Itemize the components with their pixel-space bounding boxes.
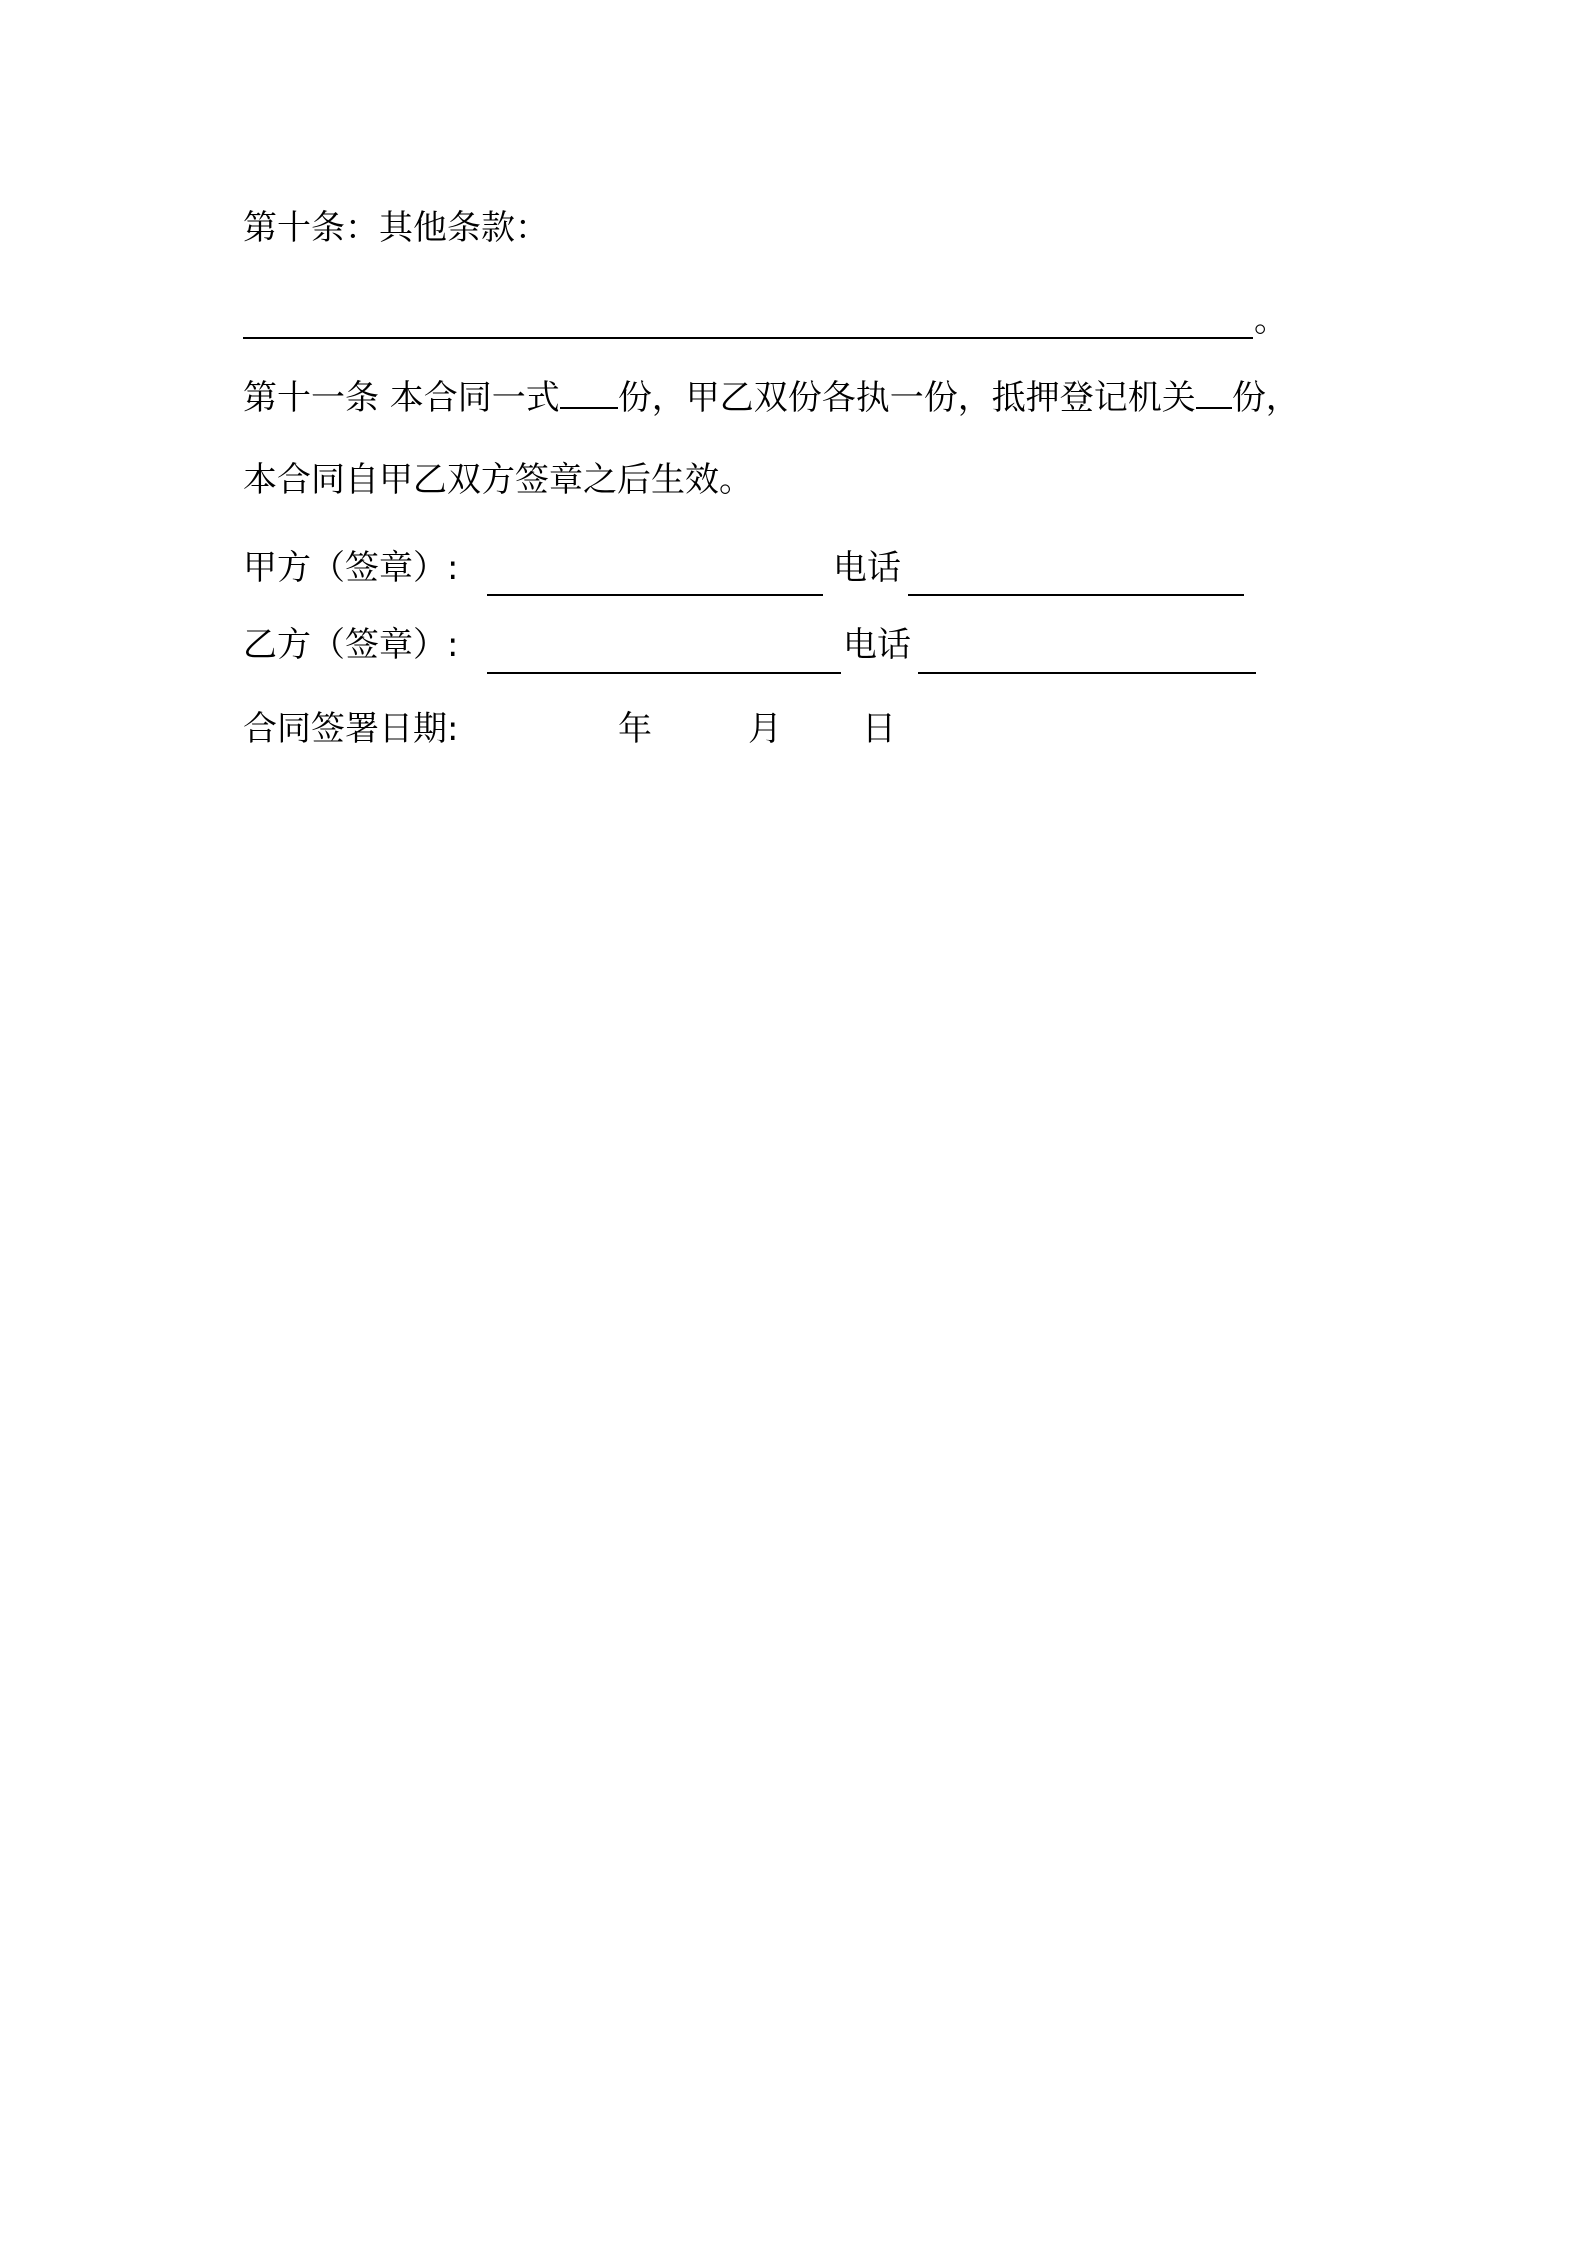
copies-total-blank[interactable] bbox=[560, 377, 618, 409]
party-a-label: 甲方（签章）: bbox=[243, 548, 459, 588]
clause-10-label: 第十条：其他条款： bbox=[243, 208, 549, 248]
party-a-phone-label: 电话 bbox=[833, 548, 901, 588]
party-a-signature-line[interactable] bbox=[487, 594, 823, 596]
sign-date-year: 年 bbox=[618, 709, 652, 749]
sign-date-label: 合同签署日期: bbox=[243, 709, 459, 749]
party-b-signature-line[interactable] bbox=[487, 672, 841, 674]
clause-11-part3: 份， bbox=[1231, 378, 1300, 418]
clause-11-part2: 份，甲乙双份各执一份，抵押登记机关 bbox=[617, 378, 1196, 418]
clause-10-end-mark: 。 bbox=[1254, 300, 1288, 340]
party-b-label: 乙方（签章）: bbox=[243, 625, 459, 665]
party-b-phone-line[interactable] bbox=[918, 672, 1256, 674]
party-a-phone-line[interactable] bbox=[908, 594, 1244, 596]
clause-10-blank-line[interactable] bbox=[243, 337, 1253, 339]
sign-date-month: 月 bbox=[748, 709, 782, 749]
clause-11-part1: 第十一条 本合同一式 bbox=[243, 378, 560, 418]
sign-date-day: 日 bbox=[862, 709, 896, 749]
copies-registry-blank[interactable] bbox=[1196, 377, 1232, 409]
clause-11-line bbox=[243, 376, 1300, 420]
clause-11-effective: 本合同自甲乙双方签章之后生效。 bbox=[243, 460, 753, 500]
party-b-phone-label: 电话 bbox=[843, 625, 911, 665]
